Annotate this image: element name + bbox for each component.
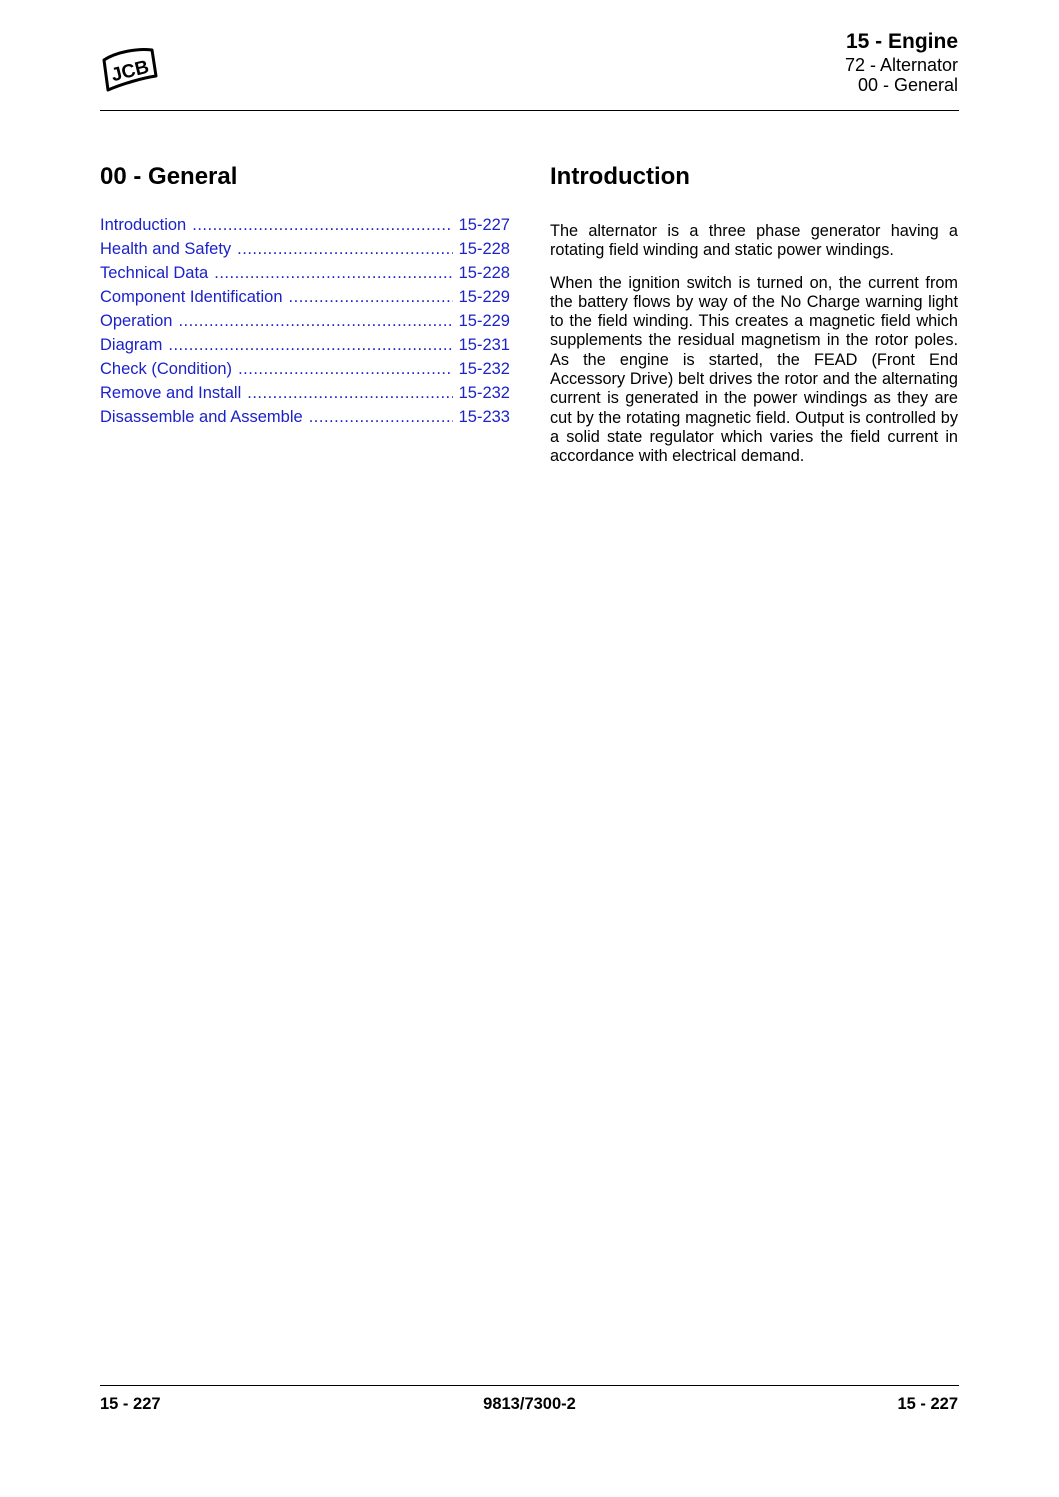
toc-entry-page[interactable]: 15-231: [458, 336, 510, 354]
toc-entry[interactable]: [100, 405, 510, 429]
toc-entry[interactable]: [100, 285, 510, 309]
introduction-column: [550, 162, 958, 467]
toc-entry-page[interactable]: 15-227: [458, 216, 510, 234]
toc-entry[interactable]: [100, 261, 510, 285]
logo-text: JCB: [109, 56, 152, 87]
toc-entry-label[interactable]: Introduction: [100, 216, 187, 234]
toc-entry-label[interactable]: Disassemble and Assemble: [100, 408, 303, 426]
toc-entry-page[interactable]: 15-228: [458, 240, 510, 258]
toc-entry-label[interactable]: Diagram: [100, 336, 163, 354]
toc-entry-label[interactable]: Operation: [100, 312, 173, 330]
toc-leader-dots: [247, 381, 452, 405]
toc-entry[interactable]: [100, 237, 510, 261]
page-header: [845, 30, 958, 95]
footer-page-number-right: 15 - 227: [897, 1395, 958, 1413]
toc-entry-label[interactable]: Remove and Install: [100, 384, 242, 402]
jcb-logo-icon: [100, 46, 158, 92]
toc-leader-dots: [192, 213, 452, 237]
header-subtitle-topic: 00 - General: [857, 75, 958, 95]
toc-leader-dots: [178, 309, 452, 333]
toc-entry[interactable]: [100, 213, 510, 237]
toc-entry-label[interactable]: Check (Condition): [100, 360, 233, 378]
toc-entry-label[interactable]: Component Identification: [100, 288, 283, 306]
toc-leader-dots: [238, 357, 453, 381]
toc-leader-dots: [237, 237, 452, 261]
table-of-contents: [100, 213, 510, 429]
footer-divider: [100, 1385, 959, 1386]
contents-column: [100, 162, 510, 429]
footer-document-number: 9813/7300-2: [483, 1395, 576, 1413]
header-subtitle-section: 72 - Alternator: [844, 55, 958, 75]
jcb-logo: [100, 46, 158, 92]
toc-entry-page[interactable]: 15-232: [458, 360, 510, 378]
toc-entry[interactable]: [100, 357, 510, 381]
toc-leader-dots: [289, 285, 453, 309]
footer-page-number-left: 15 - 227: [100, 1395, 161, 1413]
toc-entry-label[interactable]: Technical Data: [100, 264, 209, 282]
toc-entry-page[interactable]: 15-228: [458, 264, 510, 282]
toc-leader-dots: [309, 405, 453, 429]
header-divider: [100, 110, 959, 111]
introduction-heading: Introduction: [550, 163, 690, 190]
toc-entry-page[interactable]: 15-229: [458, 312, 510, 330]
toc-leader-dots: [214, 261, 452, 285]
toc-entry[interactable]: [100, 381, 510, 405]
toc-entry[interactable]: [100, 333, 510, 357]
toc-entry-label[interactable]: Health and Safety: [100, 240, 232, 258]
toc-entry-page[interactable]: 15-232: [458, 384, 510, 402]
introduction-paragraph: The alternator is a three phase generator having a rotating field winding and static power windings.: [550, 222, 958, 260]
toc-entry-page[interactable]: 15-229: [458, 288, 510, 306]
toc-leader-dots: [168, 333, 452, 357]
introduction-paragraph: When the ignition switch is turned on, the current from the battery flows by way of the No Charge warning light to the field winding. This creates a magnetic field which supplements the residual magnetism in the rotor poles. As the engine is started, the FEAD (Front End Accessory Drive) belt drives the rotor and the alternating current is generated in the power windings as they are cut by the rotating magnetic field. Output is controlled by a solid state regulator which varies the field current in accordance with electrical demand.: [550, 273, 958, 466]
contents-heading: 00 - General: [100, 163, 238, 190]
toc-entry-page[interactable]: 15-233: [458, 408, 510, 426]
toc-entry[interactable]: [100, 309, 510, 333]
header-title: 15 - Engine: [845, 30, 958, 53]
